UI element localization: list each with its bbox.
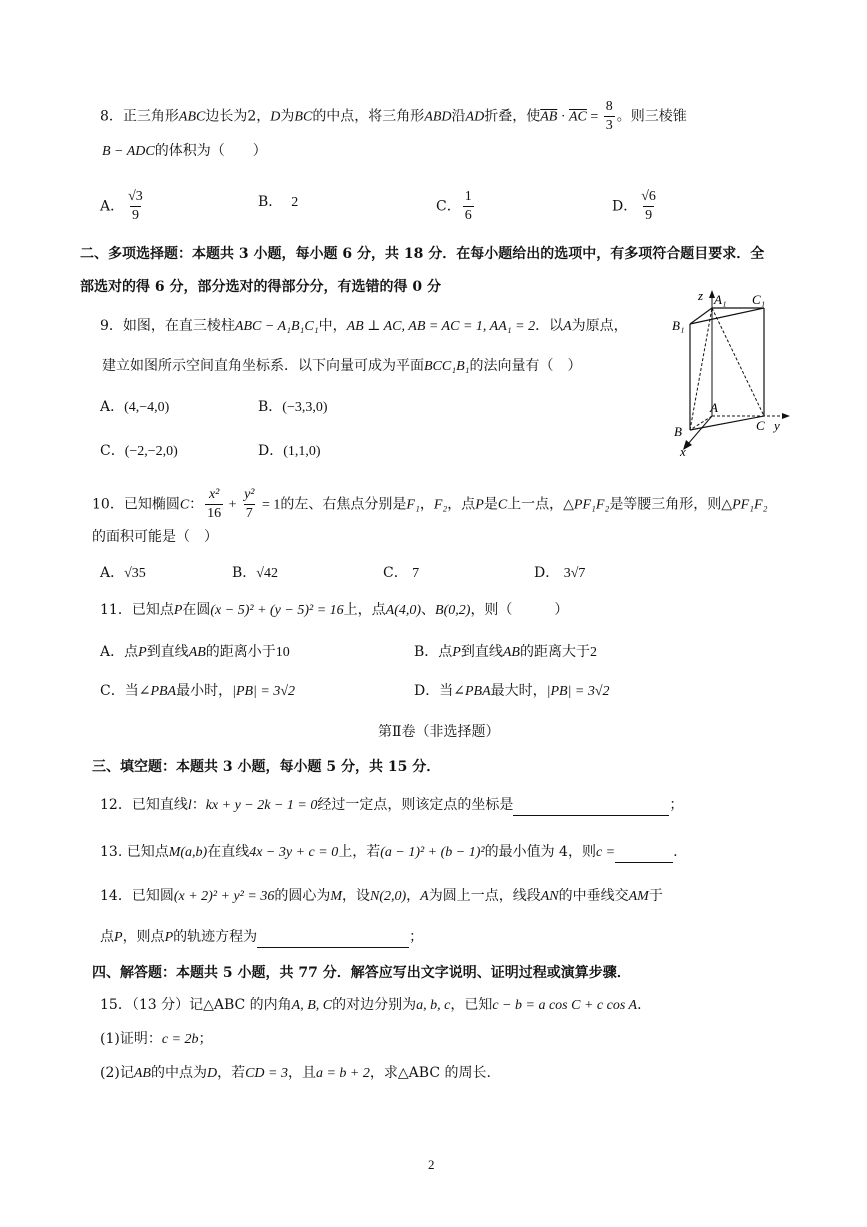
q10-option-c: C． 7 xyxy=(383,565,420,581)
q15-part2: (2)记AB的中点为D，若CD = 3，且a = b + 2，求△ABC 的周长. xyxy=(100,1065,491,1081)
q9-option-a: A．(4,−4,0) xyxy=(100,399,170,415)
label-b: B xyxy=(674,424,682,439)
label-c: C xyxy=(756,418,765,433)
q8-option-c: C． $\frac{1}{6}$ xyxy=(436,189,472,223)
q10-line1: 10．已知椭圆C： $\frac{\text{x²}}{16}$ + $\frac{\text{y²}}{7}$ = 1的左、右焦点分别是F₁，F₂，点P是C上一点，△PF₁F₂是等腰三角形，则△PF₁F₂ xyxy=(92,487,768,521)
q11-option-b: B．点P到直线AB的距离大于2 xyxy=(414,644,597,660)
q13: 13. 已知点M(a,b)在直线4x − 3y + c = 0上，若(a − 1)² + (b − 1)²的最小值为 4，则c = . xyxy=(100,842,678,863)
diag-ba1 xyxy=(690,308,712,430)
label-a: A xyxy=(710,400,718,415)
section-4-heading: 四、解答题：本题共 5 小题，共 77 分．解答应写出文字说明、证明过程或演算步骤． xyxy=(92,965,631,981)
q13-answer-blank[interactable] xyxy=(615,862,673,863)
q15-line1: 15．（13 分）记△ABC 的内角A, B, C的对边分别为a, b, c，已知c − b = a cos C + c cos A． xyxy=(100,997,652,1013)
q11-option-d: D．当∠PBA最大时，|PB| = 3√2 xyxy=(414,683,610,699)
q10-option-a: A．√35 xyxy=(100,565,146,581)
q9-option-d: D．(1,1,0) xyxy=(258,443,321,459)
q10-option-b: B．√42 xyxy=(232,565,278,581)
prism-figure xyxy=(668,284,798,460)
q11-option-a: A．点P到直线AB的距离小于10 xyxy=(100,644,290,660)
q15-part1: (1)证明：c = 2b； xyxy=(100,1031,213,1047)
section-3-heading: 三、填空题：本题共 3 小题，每小题 5 分，共 15 分． xyxy=(92,759,441,775)
label-y: y xyxy=(774,418,780,433)
label-c1: C₁ xyxy=(752,292,766,307)
diag-a1c xyxy=(712,308,764,416)
q8-option-d: D． $\frac{√6}{9}$ xyxy=(612,189,656,223)
q9-option-c: C．(−2,−2,0) xyxy=(100,443,178,459)
q8-line2: B − ADC的体积为（ ） xyxy=(102,143,267,159)
y-axis-arrow xyxy=(782,413,790,419)
q9-line2: 建立如图所示空间直角坐标系．以下向量可成为平面BCC₁B₁的法向量有（ ） xyxy=(102,358,582,374)
label-z: z xyxy=(698,288,704,303)
part-2-title: 第Ⅱ卷（非选择题） xyxy=(378,724,500,740)
q11-option-c: C．当∠PBA最小时，|PB| = 3√2 xyxy=(100,683,296,699)
label-b1: B₁ xyxy=(672,318,685,333)
label-a1: A₁ xyxy=(714,292,727,307)
q9-option-b: B．(−3,3,0) xyxy=(258,399,328,415)
section-2-heading-cont: 部选对的得 6 分，部分选对的得部分分，有选错的得 0 分 xyxy=(80,279,441,295)
q8-line1: 8．正三角形ABC边长为2，D为BC的中点，将三角形ABD沿AD折叠，使$\overline{AB} \cdot \overline{AC}$ = $\frac{8}{3}$ 。则三棱锥 xyxy=(100,99,687,133)
section-2-heading: 二、多项选择题：本题共 3 小题，每小题 6 分，共 18 分．在每小题给出的选项中，有多项符合题目要求．全 xyxy=(80,246,765,262)
q8-option-b: B． 2 xyxy=(258,194,299,210)
q12: 12．已知直线l：kx + y − 2k − 1 = 0经过一定点，则该定点的坐标是 ； xyxy=(100,795,683,816)
q10-line2: 的面积可能是（ ） xyxy=(92,529,218,545)
label-x: x xyxy=(680,444,686,459)
q14-answer-blank[interactable] xyxy=(257,947,409,948)
q9-line1: 9．如图，在直三棱柱ABC − A₁B₁C₁中，AB ⊥ AC, AB = AC = 1, AA₁ = 2．以A为原点， xyxy=(100,318,628,334)
q14-line2: 点P，则点P的轨迹方程为 ； xyxy=(100,927,423,948)
q10-option-d: D． 3√7 xyxy=(534,565,586,581)
q14-line1: 14．已知圆(x + 2)² + y² = 36的圆心为M，设N(2,0)，A为圆上一点，线段AN的中垂线交AM于 xyxy=(100,888,663,904)
q11-line1: 11．已知点P在圆(x − 5)² + (y − 5)² = 16上，点A(4,0)、B(0,2)，则（ ） xyxy=(100,602,569,618)
q8-option-a: A． $\frac{√3}{9}$ xyxy=(100,189,143,223)
q12-answer-blank[interactable] xyxy=(513,815,669,816)
page-number: 2 xyxy=(428,1157,435,1172)
